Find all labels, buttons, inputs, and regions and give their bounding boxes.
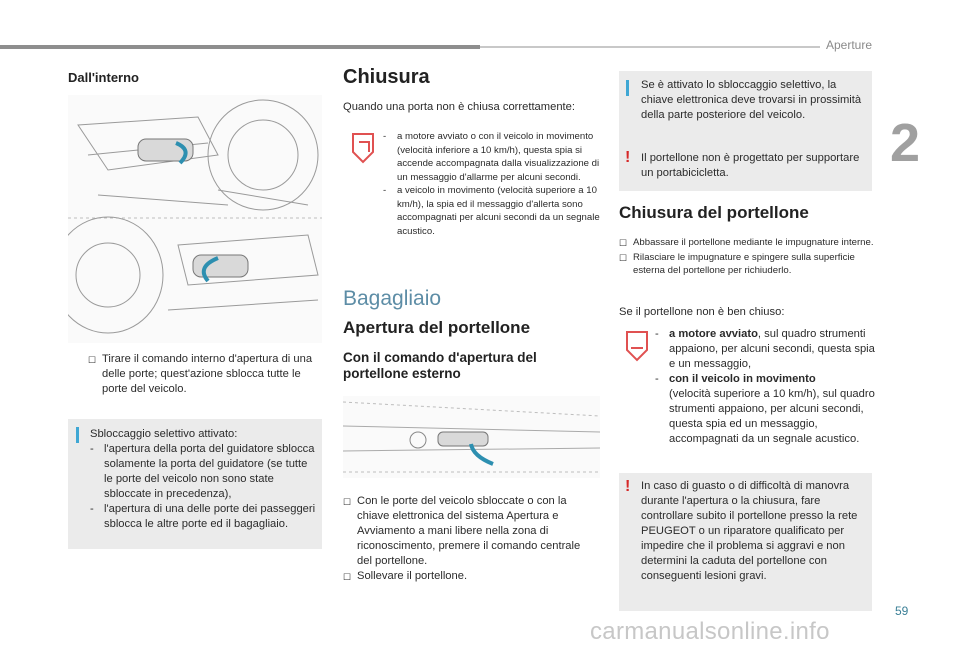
header-rule-light (480, 46, 820, 48)
tailgate-open-warning-icon (619, 328, 655, 369)
warning-icon: ! (625, 149, 631, 166)
info-icon (76, 427, 79, 443)
warn-item: - a motore avviato, sul quadro strumenti appaiono, per alcuni secondi, questa spia e un messaggio, (655, 328, 875, 370)
col2-heading2: Apertura del portellone (343, 318, 531, 337)
col1-info-box (68, 419, 322, 549)
col3-danger-box (619, 473, 872, 611)
checkbox-marker-icon: ☐ (343, 572, 352, 582)
warning-icon: ! (625, 478, 631, 495)
col1-heading: Dall'interno (68, 70, 139, 85)
col3-heading: Chiusura del portellone (619, 203, 809, 222)
info-item: - l'apertura della porta del guidatore sblocca solamente la porta del guidatore (se tutte le porte del veicolo non sono state sbloccate in precedenza), (90, 443, 315, 500)
col2-heading-light: Bagagliaio (343, 287, 442, 310)
col2-warn-list (383, 130, 601, 238)
info-title: Sbloccaggio selettivo attivato: (90, 428, 238, 440)
step-item: ☐ Sollevare il portellone. (343, 569, 598, 585)
info-icon (626, 80, 629, 96)
step-item: ☐ Rilasciare le impugnature e spingere sulla superficie esterna del portellone per richiuderlo. (619, 251, 855, 276)
col3-warn-list (655, 327, 880, 447)
col3-intro: Se il portellone non è ben chiuso: (619, 306, 785, 318)
tailgate-button-illustration (343, 396, 600, 478)
col2-heading: Chiusura (343, 66, 430, 88)
checkbox-marker-icon: ☐ (619, 238, 628, 248)
section-title: Aperture (826, 38, 873, 52)
col3-notes-box (619, 71, 872, 191)
col2-heading3: Con il comando d'apertura del portellone esterno (343, 350, 537, 381)
checkbox-marker-icon: ☐ (88, 355, 97, 365)
warn-item: - a motore avviato o con il veicolo in movimento (velocità inferiore a 10 km/h), questa spia si accende accompagnata dalla visualizzazione di un messaggio d'allarme per alcuni secondi. (383, 131, 600, 183)
warn-note: Il portellone non è progettato per supportare un portabicicletta. (641, 152, 860, 179)
watermark: carmanualsonline.info (590, 618, 830, 645)
col2-steps (343, 494, 598, 585)
door-open-warning-icon (345, 130, 381, 171)
info-note: Se è attivato lo sbloccaggio selettivo, la chiave elettronica deve trovarsi in prossimità della parte posteriore del veicolo. (641, 79, 862, 121)
step-item: ☐ Abbassare il portellone mediante le impugnature interne. (619, 236, 879, 251)
step-item: ☐ Con le porte del veicolo sbloccate o con la chiave elettronica del sistema Apertura e Avviamento a mani libere nella zona di riconoscimento, premere il comando centrale del portellone. (343, 495, 581, 567)
col3-steps (619, 236, 879, 278)
checkbox-marker-icon: ☐ (343, 497, 352, 507)
chapter-number: 2 (890, 113, 921, 173)
warn-item: - a veicolo in movimento (velocità superiore a 10 km/h), la spia ed il messaggio d'allerta sono accompagnati per alcuni secondi da un segnale acustico. (383, 185, 600, 237)
interior-handle-illustration (68, 95, 322, 343)
warn-item: - con il veicolo in movimento (velocità superiore a 10 km/h), sul quadro strumenti appaiono, per alcuni secondi, questa spia ed un messaggio, accompagnati da un segnale acustico. (655, 373, 875, 445)
col1-step: ☐ Tirare il comando interno d'apertura di una delle porte; quest'azione sblocca tutte le porte del veicolo. (88, 353, 313, 395)
page-number: 59 (895, 604, 909, 618)
col2-intro: Quando una porta non è chiusa correttamente: (343, 101, 575, 113)
checkbox-marker-icon: ☐ (619, 252, 628, 263)
info-item: - l'apertura di una delle porte dei passeggeri sblocca le altre porte ed il bagagliaio. (90, 503, 316, 530)
header-rule (0, 45, 480, 49)
danger-note: In caso di guasto o di difficoltà di manovra durante l'apertura o la chiusura, fare controllare subito il portellone presso la rete PEUGEOT o un riparatore qualificato per impedire che il problema si aggravi e non determini la caduta del portellone con conseguenti lesioni gravi. (641, 480, 858, 582)
